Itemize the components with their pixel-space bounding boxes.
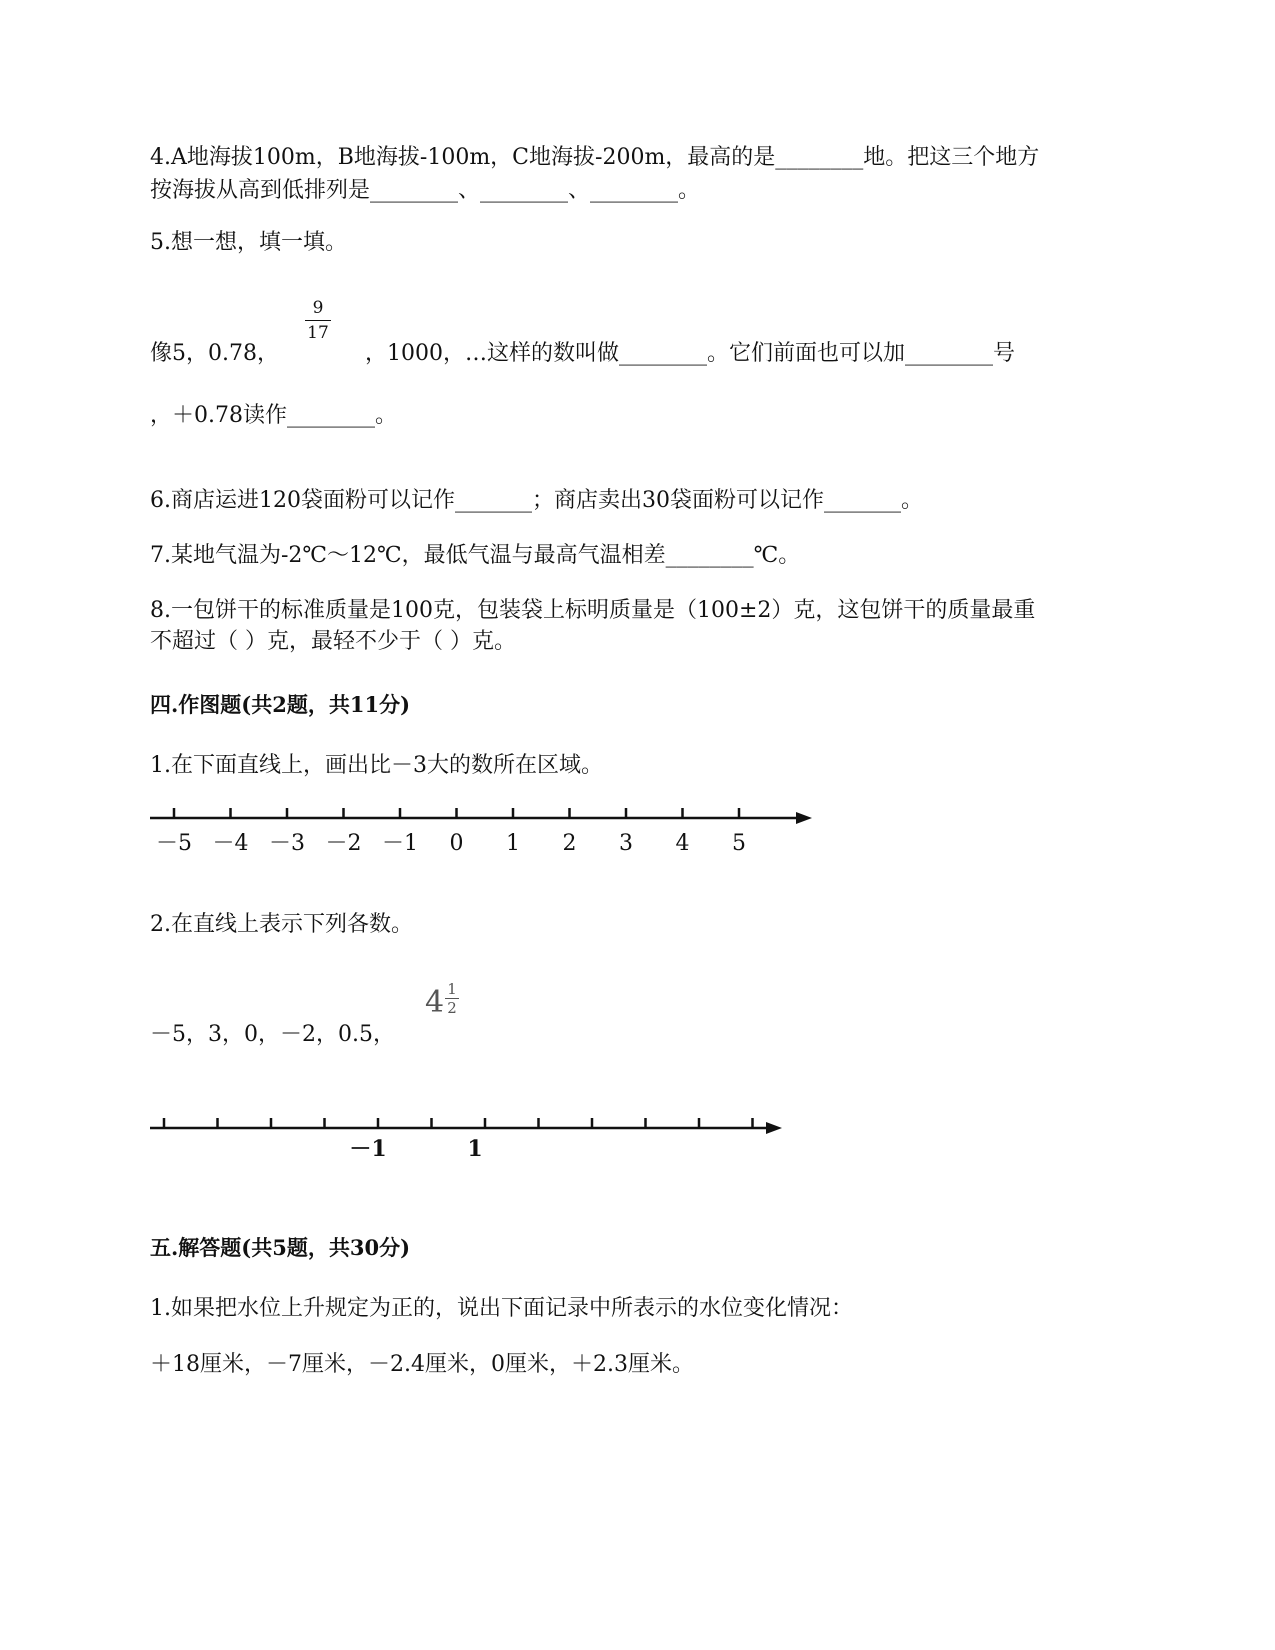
- mixed-number: [425, 980, 457, 1020]
- q5-fraction: [305, 298, 331, 343]
- q5-line-1-after: ，1000，…这样的数叫做________。它们前面也可以加________号: [365, 341, 1015, 366]
- fraction-numerator: 9: [312, 298, 324, 318]
- question-6: 6.商店运进120袋面粉可以记作_______；商店卖出30袋面粉可以记作_______。: [150, 488, 923, 513]
- tick-label: 2: [562, 831, 577, 856]
- section-4-heading: 四.作图题(共2题，共11分): [150, 692, 411, 717]
- tick-label: －5: [156, 831, 192, 856]
- question-7: 7.某地气温为-2℃～12℃，最低气温与最高气温相差________℃。: [150, 543, 801, 568]
- mixed-denominator: 2: [447, 999, 457, 1017]
- q5-line-1-before: 像5，0.78，: [150, 341, 279, 366]
- section-5-values: ＋18厘米，－7厘米，－2.4厘米，0厘米，＋2.3厘米。: [150, 1352, 694, 1377]
- q4-line-2: 按海拔从高到低排列是________、________、________。: [150, 178, 701, 203]
- q4-line-1: 4.A地海拔100m，B地海拔-100m，C地海拔-200m，最高的是________地。把这三个地方: [150, 145, 1040, 170]
- tick-label: 4: [675, 831, 690, 856]
- tick-label: 1: [467, 1136, 483, 1162]
- arrow-head-icon: [796, 812, 812, 824]
- tick-label: 3: [619, 831, 633, 856]
- section-5-heading: 五.解答题(共5题，共30分): [150, 1235, 411, 1260]
- section-4-problem-2: 2.在直线上表示下列各数。: [150, 912, 413, 937]
- q5-title: 5.想一想，填一填。: [150, 230, 347, 255]
- tick-label: －3: [269, 831, 305, 856]
- tick-label: －2: [325, 831, 362, 856]
- tick-label: 0: [449, 831, 464, 856]
- fraction-bar: [305, 320, 331, 321]
- fraction-denominator: 17: [307, 323, 329, 343]
- section-5-problem-1: 1.如果把水位上升规定为正的，说出下面记录中所表示的水位变化情况：: [150, 1296, 853, 1321]
- arrow-head-icon: [766, 1122, 782, 1134]
- tick-label: －4: [212, 831, 249, 856]
- q8-line-1: 8.一包饼干的标准质量是100克，包装袋上标明质量是（100±2）克，这包饼干的质量最重: [150, 598, 1036, 623]
- tick-label: －1: [349, 1136, 387, 1162]
- tick-label: 5: [732, 831, 746, 856]
- mixed-whole: 4: [425, 985, 445, 1020]
- tick-label: 1: [506, 831, 520, 856]
- p2-number-list: －5，3，0，－2，0.5，: [150, 1022, 395, 1047]
- section-4-problem-1: 1.在下面直线上，画出比－3大的数所在区域。: [150, 753, 603, 778]
- number-line-1: [140, 800, 820, 870]
- tick-label: －1: [382, 831, 418, 856]
- mixed-numerator: 1: [447, 980, 457, 998]
- q5-line-2: ，＋0.78读作________。: [150, 403, 397, 428]
- q8-line-2: 不超过（ ）克，最轻不少于（ ）克。: [150, 629, 516, 654]
- number-line-2: [140, 1110, 800, 1170]
- mixed-fraction: [445, 981, 459, 1016]
